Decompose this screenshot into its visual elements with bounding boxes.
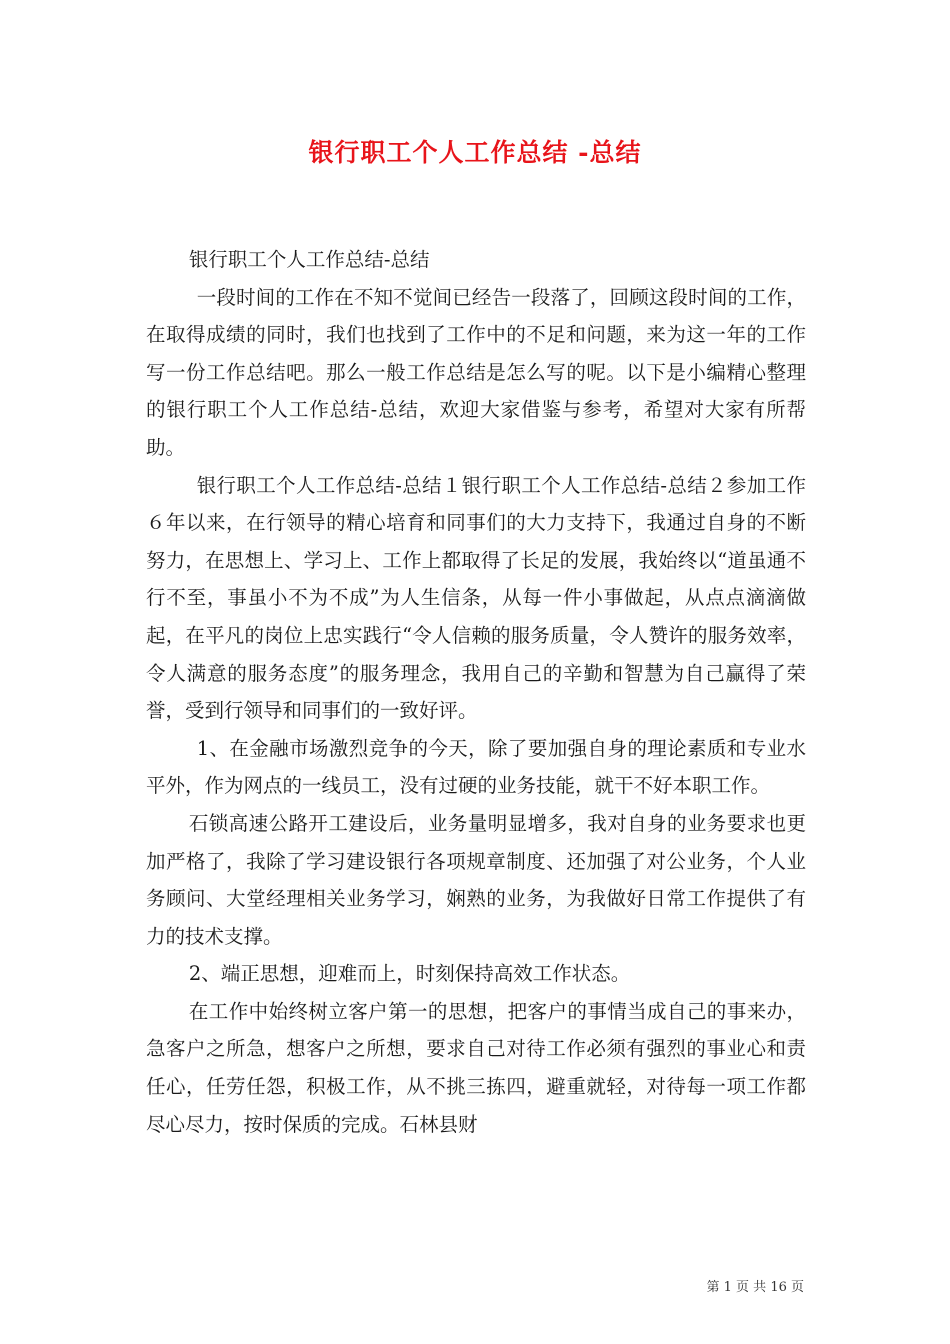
document-body (146, 241, 806, 1143)
document-title: 银行职工个人工作总结 -总结 (308, 138, 642, 167)
paragraph-point-1: 1、在金融市场激烈竞争的今天，除了要加强自身的理论素质和专业水平外，作为网点的一线员工，没有过硬的业务技能，就干不好本职工作。 (146, 736, 806, 798)
paragraph-subtitle: 银行职工个人工作总结-总结 (188, 248, 430, 271)
page-number: 第 1 页 共 16 页 (706, 1280, 804, 1295)
paragraph-summary: 银行职工个人工作总结-总结１银行职工个人工作总结-总结２参加工作６年以来，在行领导的精心培育和同事们的大力支持下，我通过自身的不断努力，在思想上、学习上、工作上都取得了长足的发展，我始终以“道虽通不行不至，事虽小不为不成”为人生信条，从每一件小事做起，从点点滴滴做起，在平凡的岗位上忠实践行“令人信赖的服务质量，令人赞许的服务效率，令人满意的服务态度”的服务理念，我用自己的辛勤和智慧为自己赢得了荣誉，受到行领导和同事们的一致好评。 (146, 473, 806, 723)
paragraph-intro: 一段时间的工作在不知不觉间已经告一段落了，回顾这段时间的工作，在取得成绩的同时，我们也找到了工作中的不足和问题，来为这一年的工作写一份工作总结吧。那么一般工作总结是怎么写的呢。以下是小编精心整理的银行职工个人工作总结-总结，欢迎大家借鉴与参考，希望对大家有所帮助。 (146, 285, 806, 459)
paragraph-highway: 石锁高速公路开工建设后，业务量明显增多，我对自身的业务要求也更加严格了，我除了学习建设银行各项规章制度、还加强了对公业务，个人业务顾问、大堂经理相关业务学习，娴熟的业务，为我做好日常工作提供了有力的技术支撑。 (146, 811, 806, 948)
paragraph-point-2: 2、端正思想，迎难而上，时刻保持高效工作状态。 (188, 962, 631, 986)
paragraph-customer-first: 在工作中始终树立客户第一的思想，把客户的事情当成自己的事来办，急客户之所急，想客户之所想，要求自己对待工作必须有强烈的事业心和责任心，任劳任怨，积极工作，从不挑三拣四，避重就轻，对待每一项工作都尽心尽力，按时保质的完成。石林县财 (146, 999, 806, 1136)
